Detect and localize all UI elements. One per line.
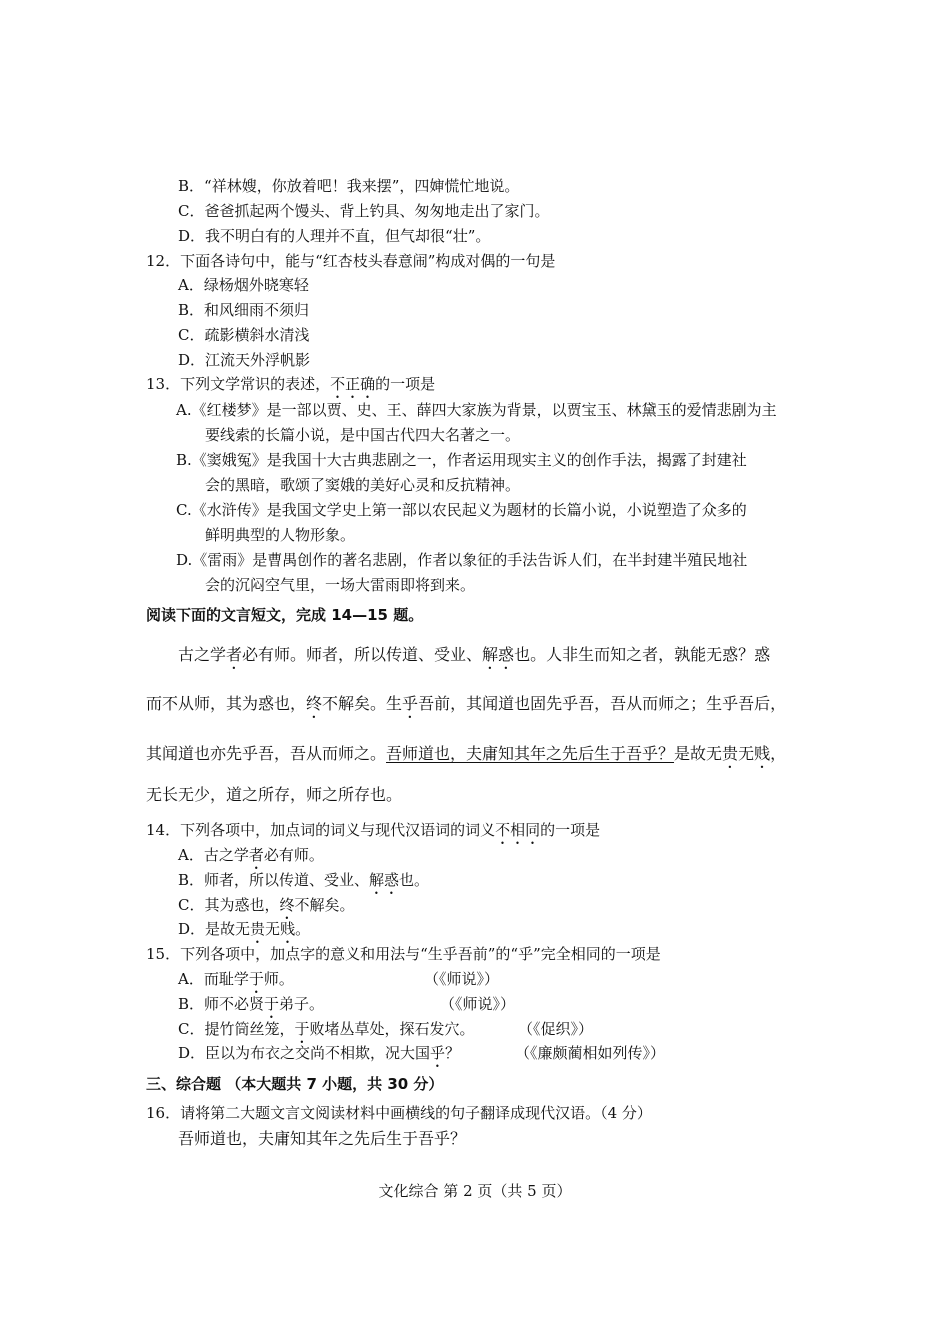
q14-option-c: C．其为惑也，终不解矣。 [178, 896, 355, 914]
q14-option-d: D．是故无贵无贱。 [178, 920, 311, 938]
q15-option-b-source: （《师说》） [440, 995, 516, 1013]
emphasis-word: 解惑 [369, 871, 400, 889]
q13-stem: 13．下列文学常识的表述，不正确的一项是 [146, 375, 436, 393]
emphasis-word: 于 [248, 970, 264, 988]
q15-option-c: C．提竹筒丝笼，于败堵丛草处，探石发穴。 [178, 1020, 475, 1038]
emphasis-word: 贵 [722, 744, 739, 763]
emphasis-word: 终 [279, 896, 295, 914]
q12-option-c: C．疏影横斜水清浅 [178, 326, 310, 344]
q15-option-d-source: （《廉颇蔺相如列传》） [515, 1044, 666, 1062]
q15-option-a-source: （《师说》） [424, 970, 500, 988]
q13-option-a-line2: 要线索的长篇小说，是中国古代四大名著之一。 [205, 426, 521, 444]
q13-option-d-line1: D.《雷雨》是曹禺创作的著名悲剧，作者以象征的手法告诉人们，在半封建半殖民地社 [176, 551, 748, 569]
emphasis-word: 乎 [430, 1044, 446, 1062]
q14-option-b: B．师者，所以传道、受业、解惑也。 [178, 871, 430, 889]
q13-option-a-line1: A.《红楼梦》是一部以贾、史、王、薛四大家族为背景，以贾宝玉、林黛玉的爱情悲剧为主 [176, 401, 777, 419]
q15-option-a: A．而耻学于师。 [178, 970, 294, 988]
q13-option-b-line2: 会的黑暗，歌颂了窦娥的美好心灵和反抗精神。 [205, 476, 521, 494]
q15-option-b: B．师不必贤于弟子。 [178, 995, 325, 1013]
section-heading: 三、综合题 （本大题共 7 小题，共 30 分） [146, 1075, 444, 1093]
passage-line-3: 其闻道也亦先乎吾，吾从而师之。吾师道也，夫庸知其年之先后生于吾乎？是故无贵无贱， [146, 744, 787, 763]
emphasis-word: 贱 [280, 920, 296, 938]
emphasis-word: 于 [294, 1020, 310, 1038]
q15-stem: 15．下列各项中，加点字的意义和用法与“生乎吾前”的“乎”完全相同的一项是 [146, 945, 661, 963]
q13-option-c-line1: C.《水浒传》是我国文学史上第一部以农民起义为题材的长篇小说，小说塑造了众多的 [176, 501, 747, 519]
emphasis-word: 不正确 [330, 375, 376, 393]
q14-stem: 14．下列各项中，加点词的词义与现代汉语词的词义不相同的一项是 [146, 821, 601, 839]
emphasis-word: 解惑 [482, 645, 515, 664]
emphasis-word: 终 [306, 694, 323, 713]
q16-sentence: 吾师道也，夫庸知其年之先后生于吾乎？ [178, 1129, 467, 1148]
q13-option-d-line2: 会的沉闷空气里，一场大雷雨即将到来。 [205, 576, 476, 594]
q12-option-a: A．绿杨烟外晓寒轻 [178, 276, 309, 294]
q12-option-d: D．江流天外浮帆影 [178, 351, 311, 369]
q13-option-c-line2: 鲜明典型的人物形象。 [205, 526, 356, 544]
q15-option-c-source: （《促织》） [518, 1020, 594, 1038]
emphasis-word: 贱 [754, 744, 771, 763]
emphasis-word: 者 [248, 846, 264, 864]
emphasis-word: 贵 [250, 920, 266, 938]
q12-option-b: B．和风细雨不须归 [178, 301, 310, 319]
q16-stem: 16．请将第二大题文言文阅读材料中画横线的句子翻译成现代汉语。（4 分） [146, 1104, 652, 1122]
page-footer: 文化综合 第 2 页（共 5 页） [378, 1182, 572, 1200]
q11-option-d: D．我不明白有的人理并不直，但气却很“壮”。 [178, 227, 491, 245]
q11-option-c: C．爸爸抓起两个馒头、背上钓具、匆匆地走出了家门。 [178, 202, 550, 220]
q12-stem: 12．下面各诗句中，能与“红杏枝头春意闹”构成对偶的一句是 [146, 252, 556, 270]
q14-option-a: A．古之学者必有师。 [178, 846, 324, 864]
emphasis-word: 者 [226, 645, 243, 664]
passage-line-2: 而不从师，其为惑也，终不解矣。生乎吾前，其闻道也固先乎吾，吾从而师之；生乎吾后， [146, 694, 787, 713]
q13-option-b-line1: B.《窦娥冤》是我国十大古典悲剧之一，作者运用现实主义的创作手法，揭露了封建社 [176, 451, 747, 469]
emphasis-word: 于 [264, 995, 280, 1013]
emphasis-word: 不相同 [495, 821, 541, 839]
underlined-sentence: 吾师道也，夫庸知其年之先后生于吾乎？ [386, 744, 675, 763]
q15-option-d: D．臣以为布衣之交尚不相欺，况大国乎？ [178, 1044, 461, 1062]
reading-heading: 阅读下面的文言短文，完成 14—15 题。 [146, 606, 424, 624]
passage-line-4: 无长无少，道之所存，师之所存也。 [146, 785, 403, 804]
passage-line-1: 古之学者必有师。师者，所以传道、受业、解惑也。人非生而知之者，孰能无惑？惑 [178, 645, 771, 664]
emphasis-word: 乎 [402, 694, 419, 713]
q11-option-b: B．“祥林嫂，你放着吧！我来摆”，四婶慌忙地说。 [178, 177, 520, 195]
